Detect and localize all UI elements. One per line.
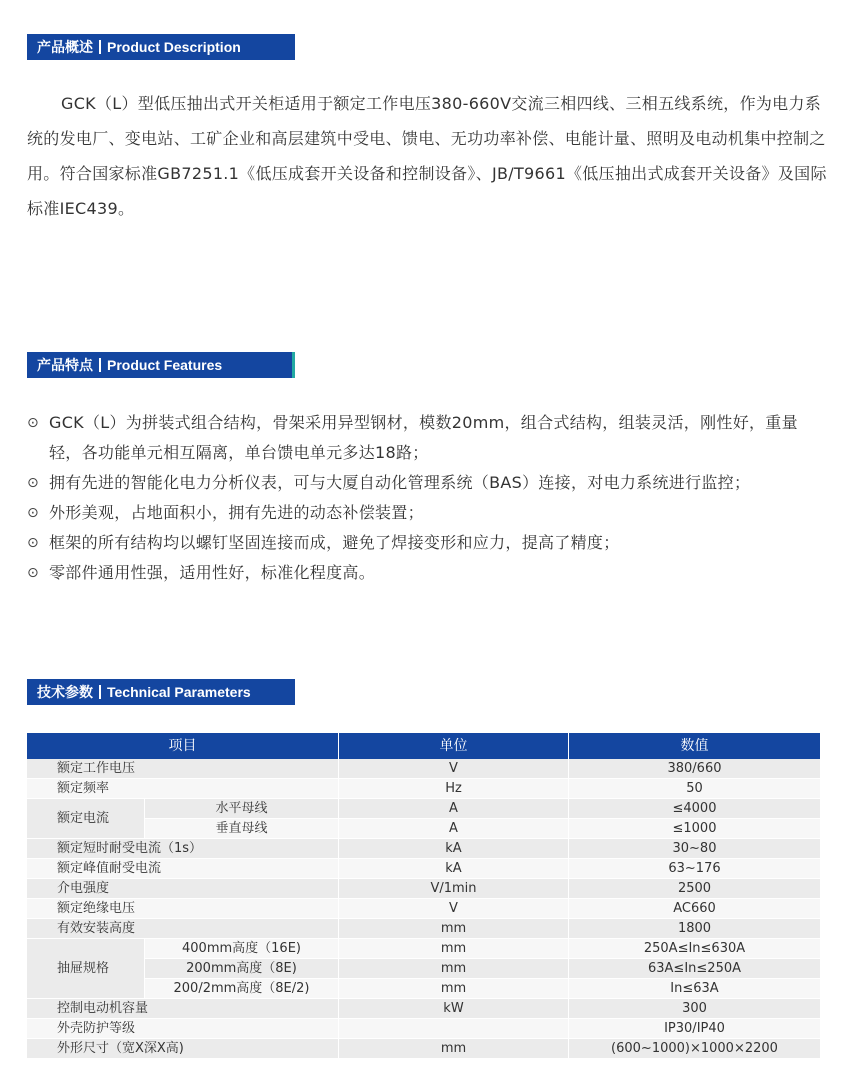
cell-item-merged: 抽屉规格 xyxy=(57,961,110,976)
cell-unit: V/1min xyxy=(338,879,568,898)
bullet-icon: ⊙ xyxy=(27,505,40,521)
cell-unit xyxy=(338,1019,568,1038)
table-row xyxy=(27,1019,820,1039)
table-row xyxy=(27,859,820,879)
cell-value: AC660 xyxy=(568,899,820,918)
cell-subitem: 400mm高度（16E) xyxy=(182,941,301,956)
cell-subitem: 200mm高度（8E) xyxy=(186,961,297,976)
cell-item: 额定工作电压 xyxy=(57,761,136,776)
table-row xyxy=(27,959,820,979)
cell-unit: mm xyxy=(338,979,568,998)
cell-unit: V xyxy=(338,899,568,918)
cell-value: 50 xyxy=(568,779,820,798)
bullet-icon: ⊙ xyxy=(27,415,40,431)
feature-text: 框架的所有结构均以螺钉坚固连接而成，避免了焊接变形和应力，提高了精度； xyxy=(49,533,620,552)
cell-subitem: 200/2mm高度（8E/2) xyxy=(173,981,310,996)
cell-item: 外形尺寸（宽X深X高) xyxy=(57,1041,184,1056)
cell-item-merged: 额定电流 xyxy=(57,811,110,826)
header-unit: 单位 xyxy=(338,733,568,759)
feature-item xyxy=(27,498,827,528)
cell-unit: Hz xyxy=(338,779,568,798)
cell-item: 控制电动机容量 xyxy=(57,1001,149,1016)
cell-value: ≤1000 xyxy=(568,819,820,838)
cell-value: ≤4000 xyxy=(568,799,820,818)
table-header xyxy=(27,733,820,759)
feature-text: GCK（L）为拼装式组合结构，骨架采用异型钢材，模数20mm，组合式结构，组装灵活，刚性好，重量轻，各功能单元相互隔离，单台馈电单元多达18路； xyxy=(49,413,798,462)
table-row xyxy=(27,819,820,839)
cell-value: 63A≤In≤250A xyxy=(568,959,820,978)
feature-item xyxy=(27,408,827,468)
cell-value: (600~1000)×1000×2200 xyxy=(568,1039,820,1058)
feature-item xyxy=(27,528,827,558)
section-header-technical xyxy=(27,679,295,705)
divider-bar xyxy=(99,685,101,699)
cell-subitem: 水平母线 xyxy=(215,801,268,816)
table-row xyxy=(27,999,820,1019)
bullet-icon: ⊙ xyxy=(27,565,40,581)
header-item: 项目 xyxy=(168,738,197,754)
cell-item: 外壳防护等级 xyxy=(57,1021,136,1036)
cell-value: 30~80 xyxy=(568,839,820,858)
table-row xyxy=(27,899,820,919)
cell-unit: mm xyxy=(338,1039,568,1058)
table-row xyxy=(27,759,820,779)
cell-item: 介电强度 xyxy=(57,881,110,896)
section-header-features xyxy=(27,352,295,378)
cell-value: 1800 xyxy=(568,919,820,938)
cell-subitem: 垂直母线 xyxy=(215,821,268,836)
cell-unit: kA xyxy=(338,839,568,858)
cell-item: 额定短时耐受电流（1s） xyxy=(57,841,203,856)
feature-item xyxy=(27,468,827,498)
table-row xyxy=(27,799,820,819)
bullet-icon: ⊙ xyxy=(27,535,40,551)
cell-unit: mm xyxy=(338,959,568,978)
cell-unit: kA xyxy=(338,859,568,878)
feature-text: 外形美观，占地面积小，拥有先进的动态补偿装置； xyxy=(49,503,424,522)
feature-item xyxy=(27,558,827,588)
table-row xyxy=(27,839,820,859)
divider-bar xyxy=(99,40,101,54)
section-title-en: Technical Parameters xyxy=(107,684,251,700)
section-title-cn: 产品特点 xyxy=(37,358,93,374)
table-row xyxy=(27,879,820,899)
header-value: 数值 xyxy=(568,733,820,759)
section-title-en: Product Features xyxy=(107,357,223,373)
section-title-en: Product Description xyxy=(107,39,241,55)
table-row xyxy=(27,779,820,799)
cell-value: 250A≤In≤630A xyxy=(568,939,820,958)
cell-item: 有效安装高度 xyxy=(57,921,136,936)
cell-item: 额定绝缘电压 xyxy=(57,901,136,916)
section-header-description xyxy=(27,34,295,60)
divider-bar xyxy=(99,358,101,372)
cell-value: IP30/IP40 xyxy=(568,1019,820,1038)
bullet-icon: ⊙ xyxy=(27,475,40,491)
description-text: GCK（L）型低压抽出式开关柜适用于额定工作电压380-660V交流三相四线、三相五线系统，作为电力系统的发电厂、变电站、工矿企业和高层建筑中受电、馈电、无功功率补偿、电能计量、照明及电动机集中控制之用。符合国家标准GB7251.1《低压成套开关设备和控制设备》、JB/T9661《低压抽出式成套开关设备》及国际标准IEC439。 xyxy=(27,94,827,218)
table-row xyxy=(27,939,820,959)
cell-value: 2500 xyxy=(568,879,820,898)
feature-text: 零部件通用性强，适用性好，标准化程度高。 xyxy=(49,563,376,582)
cell-value: In≤63A xyxy=(568,979,820,998)
cell-unit: V xyxy=(338,759,568,778)
cell-unit: mm xyxy=(338,939,568,958)
cell-value: 63~176 xyxy=(568,859,820,878)
section-title-cn: 产品概述 xyxy=(37,40,93,56)
feature-text: 拥有先进的智能化电力分析仪表，可与大厦自动化管理系统（BAS）连接，对电力系统进行监控； xyxy=(49,473,751,492)
section-title-cn: 技术参数 xyxy=(37,685,93,701)
table-row xyxy=(27,979,820,999)
table-row xyxy=(27,1039,820,1059)
features-list xyxy=(27,408,827,588)
cell-value: 300 xyxy=(568,999,820,1018)
table-row xyxy=(27,919,820,939)
cell-unit: A xyxy=(338,799,568,818)
cell-unit: A xyxy=(338,819,568,838)
cell-unit: kW xyxy=(338,999,568,1018)
cell-item: 额定频率 xyxy=(57,781,110,796)
cell-value: 380/660 xyxy=(568,759,820,778)
cell-unit: mm xyxy=(338,919,568,938)
cell-item: 额定峰值耐受电流 xyxy=(57,861,162,876)
